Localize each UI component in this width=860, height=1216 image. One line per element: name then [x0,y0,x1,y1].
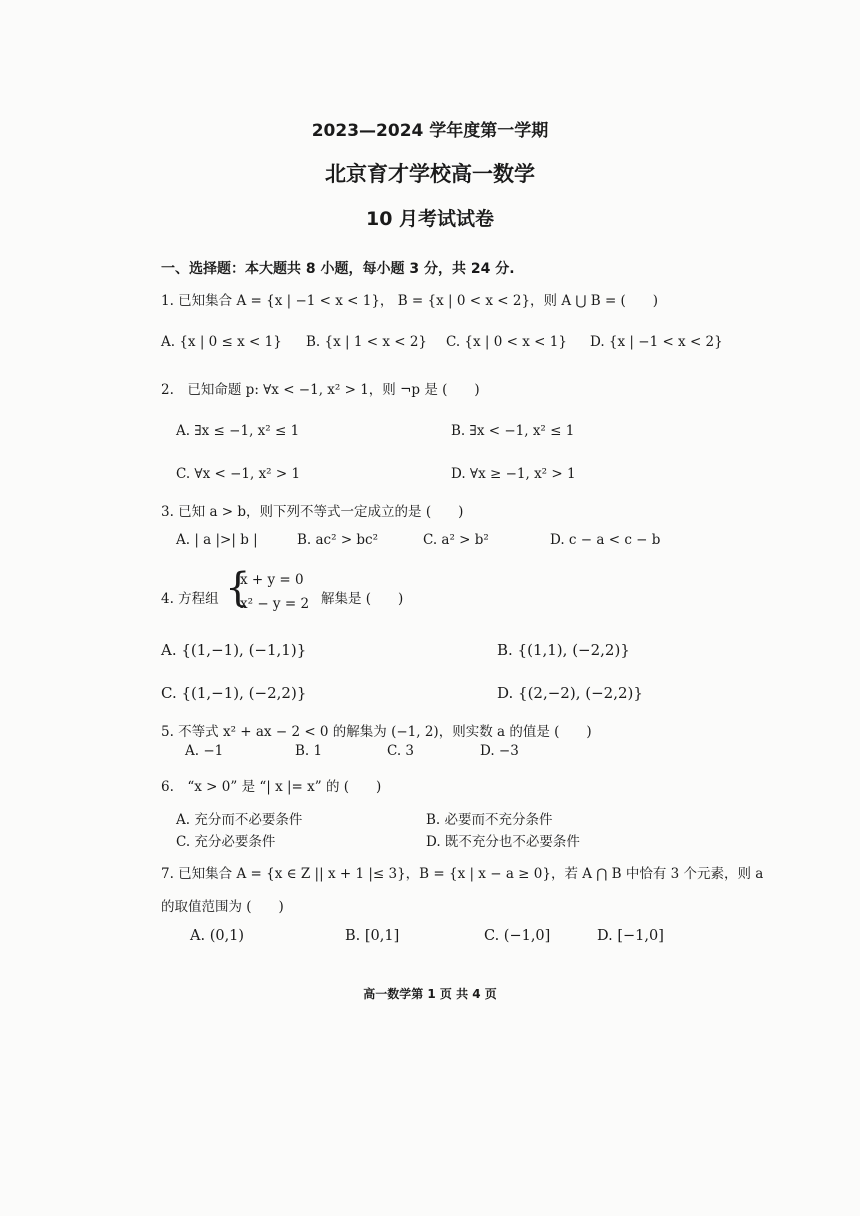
question-2-option-a: A. ∃x ≤ −1, x² ≤ 1 [176,423,300,439]
question-4-stem-suffix: 解集是 ( ) [321,591,404,607]
question-2-option-b: B. ∃x < −1, x² ≤ 1 [451,423,575,439]
section-heading: 一、选择题：本大题共 8 小题，每小题 3 分，共 24 分. [161,261,515,277]
exam-title: 10 月考试试卷 [365,208,495,230]
question-1-option-c: C. {x | 0 < x < 1} [446,334,567,350]
question-5-option-b: B. 1 [295,743,323,759]
page-footer: 高一数学第 1 页 共 4 页 [363,987,497,1001]
question-5-option-c: C. 3 [387,743,415,759]
question-7-stem: 7. 已知集合 A = {x ∈ Z || x + 1 |≤ 3}，B = {x | x − a ≥ 0}，若 A ⋂ B 中恰有 3 个元素，则 a [161,866,764,882]
question-6-option-d: D. 既不充分也不必要条件 [426,834,580,850]
question-4-option-c: C. {(1,−1), (−2,2)} [161,684,307,702]
question-5-option-a: A. −1 [185,743,224,759]
question-1-option-d: D. {x | −1 < x < 2} [590,334,723,350]
question-6-option-a: A. 充分而不必要条件 [176,812,303,828]
question-7-option-a: A. (0,1) [190,928,245,944]
question-3-option-a: A. | a |>| b | [176,532,258,548]
question-1-option-b: B. {x | 1 < x < 2} [306,334,428,350]
question-3-option-b: B. ac² > bc² [297,532,379,548]
question-1-stem: 1. 已知集合 A = {x | −1 < x < 1}， B = {x | 0 < x < 2}，则 A ⋃ B = ( ) [161,293,659,309]
question-1-option-a: A. {x | 0 ≤ x < 1} [161,334,282,350]
question-5-stem: 5. 不等式 x² + ax − 2 < 0 的解集为 (−1, 2)，则实数 a 的值是 ( ) [161,724,592,740]
question-4-stem-prefix: 4. 方程组 [161,591,219,607]
question-7-option-c: C. (−1,0] [484,928,551,944]
question-2-stem: 2. 已知命题 p: ∀x < −1, x² > 1，则 ¬p 是 ( ) [161,382,480,398]
question-6-option-c: C. 充分必要条件 [176,834,276,850]
system-equation-2: x² − y = 2 [240,596,310,612]
question-7-option-d: D. [−1,0] [597,928,664,944]
question-2-option-d: D. ∀x ≥ −1, x² > 1 [451,466,576,482]
question-4-option-a: A. {(1,−1), (−1,1)} [161,641,307,659]
question-5-option-d: D. −3 [480,743,519,759]
question-6-option-b: B. 必要而不充分条件 [426,812,553,828]
question-3-option-d: D. c − a < c − b [550,532,661,548]
school-course-title: 北京育才学校高一数学 [325,162,535,186]
question-6-stem: 6. “x > 0” 是 “| x |= x” 的 ( ) [161,779,382,795]
question-4-option-b: B. {(1,1), (−2,2)} [497,641,630,659]
term-title: 2023—2024 学年度第一学期 [311,121,549,141]
system-equation-1: x + y = 0 [240,572,304,588]
system-brace: { [225,565,251,611]
question-3-option-c: C. a² > b² [423,532,489,548]
question-7-stem-cont: 的取值范围为 ( ) [161,899,284,915]
question-3-stem: 3. 已知 a > b，则下列不等式一定成立的是 ( ) [161,504,464,520]
question-7-option-b: B. [0,1] [345,928,400,944]
question-4-option-d: D. {(2,−2), (−2,2)} [497,684,643,702]
question-2-option-c: C. ∀x < −1, x² > 1 [176,466,301,482]
